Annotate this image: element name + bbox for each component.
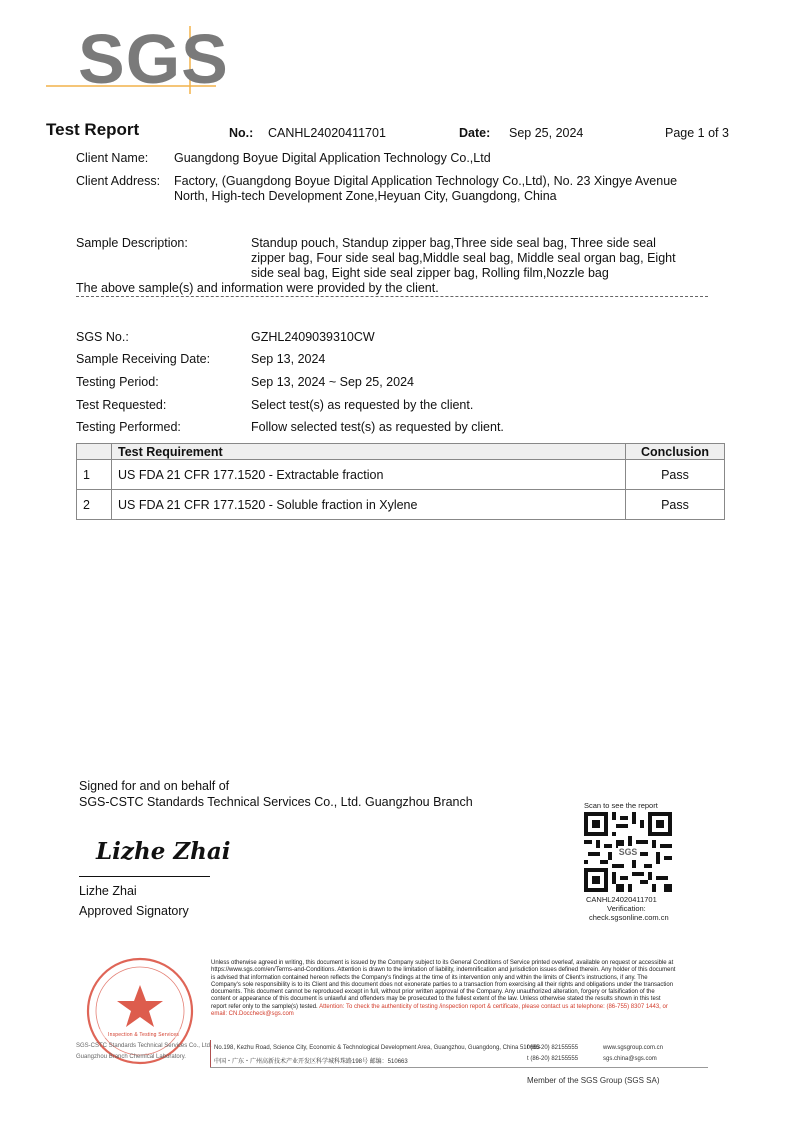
table-row bbox=[77, 490, 725, 520]
testing-period-label: Testing Period: bbox=[76, 375, 159, 389]
table-header-row bbox=[77, 444, 725, 460]
signoff-line2: SGS-CSTC Standards Technical Services Co., Ltd. Guangzhou Branch bbox=[79, 795, 473, 809]
page-indicator: Page 1 of 3 bbox=[665, 126, 729, 140]
stamp-left-line2: Guangzhou Branch Chemical Laboratory. bbox=[76, 1054, 186, 1060]
signoff-line1: Signed for and on behalf of bbox=[79, 779, 230, 793]
client-address-line2: North, High-tech Development Zone,Heyuan City, Guangdong, China bbox=[174, 189, 557, 203]
receiving-date-label: Sample Receiving Date: bbox=[76, 352, 211, 366]
client-address-label: Client Address: bbox=[76, 174, 161, 188]
signatory-role: Approved Signatory bbox=[79, 904, 189, 918]
table-row bbox=[77, 460, 725, 490]
report-no-value: CANHL24020411701 bbox=[268, 126, 386, 140]
svg-text:Inspection & Testing Services: Inspection & Testing Services bbox=[108, 1032, 180, 1038]
sample-description-line1: Standup pouch, Standup zipper bag,Three side seal bag, Three side seal bbox=[251, 236, 656, 250]
sample-description-line2: zipper bag, Four side seal bag,Middle seal bag, Middle seal organ bag, Eight bbox=[251, 251, 676, 265]
row-number: 2 bbox=[77, 490, 112, 520]
report-no-label: No.: bbox=[229, 126, 254, 140]
row-requirement: US FDA 21 CFR 177.1520 - Soluble fraction in Xylene bbox=[112, 490, 626, 520]
verification-code: CANHL24020411701 bbox=[586, 895, 657, 904]
verification-label: Verification: bbox=[607, 904, 646, 913]
footer-member: Member of the SGS Group (SGS SA) bbox=[527, 1076, 660, 1085]
row-number: 1 bbox=[77, 460, 112, 490]
handwritten-signature: Lizhe Zhai bbox=[96, 838, 231, 865]
receiving-date-value: Sep 13, 2024 bbox=[251, 352, 326, 366]
verification-site[interactable]: check.sgsonline.com.cn bbox=[589, 913, 669, 922]
report-date-value: Sep 25, 2024 bbox=[509, 126, 584, 140]
client-address-line1: Factory, (Guangdong Boyue Digital Application Technology Co.,Ltd), No. 23 Xingye Avenue bbox=[174, 174, 678, 188]
logo-text: SGS bbox=[78, 20, 229, 98]
stamp-left-line1: SGS-CSTC Standards Technical Services Co., Ltd. bbox=[76, 1043, 212, 1049]
sample-description-label: Sample Description: bbox=[76, 236, 188, 250]
svg-text:SGS: SGS bbox=[618, 847, 638, 858]
footer-tel-1: t (86-20) 82155555 bbox=[527, 1045, 579, 1051]
client-name-label: Client Name: bbox=[76, 151, 149, 165]
report-title: Test Report bbox=[46, 120, 140, 139]
testing-period-value: Sep 13, 2024 ~ Sep 25, 2024 bbox=[251, 375, 414, 389]
sample-description-line3: side seal bag, Eight side seal zipper bag, Rolling film,Nozzle bag bbox=[251, 266, 609, 280]
footer-email[interactable]: sgs.china@sgs.com bbox=[603, 1056, 657, 1062]
disclaimer-attention: Attention: To check the authenticity of testing /inspection report & certificate, please contact us at telephone: (86-755) 8307 1443, or email: CN.Doccheck@sgs.com bbox=[211, 1003, 668, 1018]
test-requested-label: Test Requested: bbox=[76, 398, 167, 412]
test-requested-value: Select test(s) as requested by the client. bbox=[251, 398, 474, 412]
col-no-header bbox=[77, 444, 112, 460]
stamp-caption-icon bbox=[108, 1030, 180, 1040]
row-conclusion: Pass bbox=[626, 460, 725, 490]
section-divider bbox=[76, 296, 708, 297]
footer-tel-2: t (86-20) 82155555 bbox=[527, 1056, 579, 1062]
qr-code-icon[interactable] bbox=[584, 812, 672, 892]
sgs-no-value: GZHL2409039310CW bbox=[251, 330, 375, 344]
disclaimer-text bbox=[211, 960, 676, 1018]
testing-performed-value: Follow selected test(s) as requested by client. bbox=[251, 420, 504, 434]
testing-performed-label: Testing Performed: bbox=[76, 420, 181, 434]
sample-note: The above sample(s) and information were provided by the client. bbox=[76, 281, 439, 295]
col-conclusion-header: Conclusion bbox=[626, 444, 725, 460]
footer-address-cn: 中国・广东・广州高新技术产业开发区科学城科珠路198号 邮编：510663 bbox=[214, 1059, 408, 1065]
scan-text: Scan to see the report bbox=[584, 801, 658, 810]
footer-website[interactable]: www.sgsgroup.com.cn bbox=[603, 1045, 664, 1051]
footer-address-en: No.198, Kezhu Road, Science City, Economic & Technological Development Area, Guangzhou, Guangdong, China 510663 bbox=[214, 1045, 540, 1051]
client-name-value: Guangdong Boyue Digital Application Technology Co.,Ltd bbox=[174, 151, 491, 165]
disclaimer-body: Unless otherwise agreed in writing, this document is issued by the Company subject to its General Conditions of Service printed overleaf, available on request or accessible at https://www.sgs.com/en/Terms-and-Conditions. Attention is drawn to the limitation of liability, indemnification and jurisdiction issues defined therein. Any holder of this document is advised that information contained hereon reflects the Company's findings at the time of its intervention only and within the limits of Client's instructions, if any. The Company's sole responsibility is to its Client and this document does not exonerate parties to a transaction from exercising all their rights and obligations under the transaction documents. This document cannot be reproduced except in full, without prior written approval of the Company. Any unauthorized alteration, forgery or falsification of the content or appearance of this document is unlawful and offenders may be prosecuted to the fullest extent of the law. Unless otherwise stated the results shown in this test report refer only to the sample(s) tested. bbox=[211, 960, 676, 1010]
row-requirement: US FDA 21 CFR 177.1520 - Extractable fraction bbox=[112, 460, 626, 490]
signature-line bbox=[79, 876, 210, 877]
report-date-label: Date: bbox=[459, 126, 491, 140]
sgs-no-label: SGS No.: bbox=[76, 330, 129, 344]
footer-separator bbox=[210, 1040, 211, 1068]
results-table bbox=[76, 443, 725, 520]
row-conclusion: Pass bbox=[626, 490, 725, 520]
footer-rule bbox=[210, 1067, 708, 1068]
signatory-name: Lizhe Zhai bbox=[79, 884, 137, 898]
col-requirement-header: Test Requirement bbox=[112, 444, 626, 460]
